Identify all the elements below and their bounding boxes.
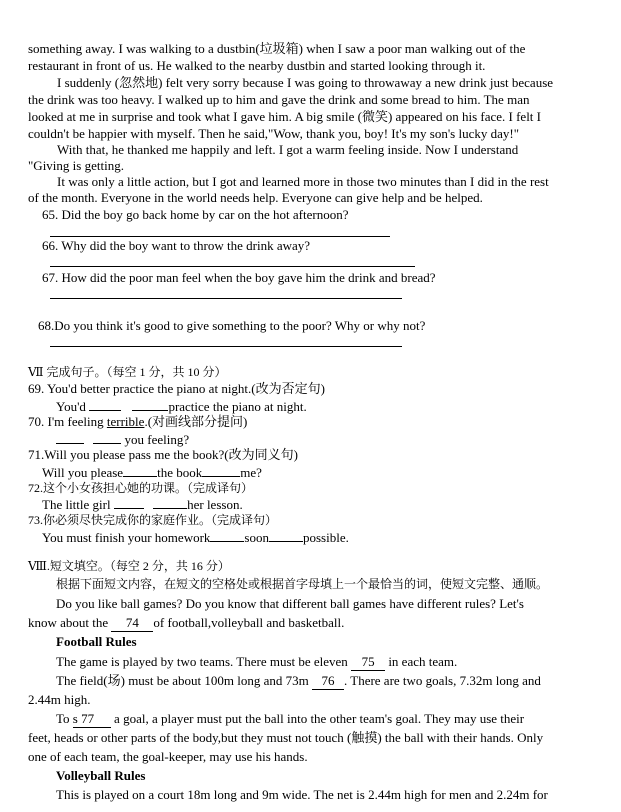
- question-70-text: 70. I'm feeling: [28, 414, 107, 429]
- question-73: 73.你必须尽快完成你的家庭作业。（完成译句）: [28, 513, 278, 527]
- answer-73-text: soon: [244, 530, 269, 545]
- passage-line: the drink was too heavy. I walked up to him and gave the drink and some bread to him. The man: [28, 92, 530, 107]
- answer-72-text: her lesson.: [187, 497, 243, 512]
- answer-71-text: Will you please: [42, 465, 124, 480]
- volleyball-rules-title: Volleyball Rules: [56, 768, 146, 783]
- blank-72-2[interactable]: [153, 496, 187, 509]
- blank-70-2[interactable]: [93, 431, 121, 444]
- question-72: 72.这个小女孩担心她的功课。（完成译句）: [28, 481, 254, 495]
- question-70-instruction: .(对画线部分提问): [144, 414, 248, 429]
- question-66: 66. Why did the boy want to throw the drink away?: [42, 238, 311, 253]
- blank-73-2[interactable]: [269, 529, 303, 542]
- answer-71-text: me?: [240, 465, 262, 480]
- answer-line-66[interactable]: [50, 266, 415, 267]
- blank-70-1[interactable]: [56, 431, 84, 444]
- answer-70-text: you feeling?: [124, 432, 190, 447]
- cloze-text: The game is played by two teams. There must be eleven: [56, 654, 352, 669]
- section-7-heading: Ⅶ 完成句子。（每空 1 分，共 10 分）: [28, 365, 227, 379]
- question-70: [28, 414, 247, 430]
- passage-line: of the month. Everyone in the world needs help. Everyone can give help and be helped.: [28, 190, 483, 205]
- cloze-line: [56, 654, 457, 671]
- passage-line: I suddenly (忽然地) felt very sorry because I was going to throwaway a new drink just because: [57, 75, 554, 90]
- cloze-line: feet, heads or other parts of the body,but they must not touch (触摸) the ball with their hands. Only: [28, 730, 544, 745]
- answer-70: [56, 431, 189, 448]
- blank-69-1[interactable]: [89, 398, 121, 411]
- passage-line: With that, he thanked me happily and left. I got a warm feeling inside. Now I understand: [57, 142, 519, 157]
- passage-line: restaurant in front of us. He walked to the nearby dustbin and started looking through it.: [28, 58, 486, 73]
- answer-73-text: You must finish your homework: [42, 530, 211, 545]
- cloze-line: [56, 673, 541, 690]
- cloze-line: 2.44m high.: [28, 692, 91, 707]
- answer-72: [42, 496, 243, 513]
- answer-71: [42, 464, 262, 481]
- blank-76[interactable]: 76: [312, 673, 344, 690]
- answer-line-65[interactable]: [50, 236, 390, 237]
- question-70-underlined: terrible: [106, 414, 145, 429]
- passage-line: looked at me in surprise and took what I gave him. A big smile (微笑) appeared on his face. I felt I: [28, 109, 541, 124]
- football-rules-title: Football Rules: [56, 634, 137, 649]
- cloze-line: [28, 615, 344, 632]
- answer-73: [42, 529, 349, 546]
- passage-line: "Giving is getting.: [28, 158, 124, 173]
- blank-75[interactable]: 75: [351, 654, 385, 671]
- cloze-text: . There are two goals, 7.32m long and: [343, 673, 541, 688]
- question-68: 68.Do you think it's good to give something to the poor? Why or why not?: [38, 318, 426, 333]
- cloze-line: This is played on a court 18m long and 9m wide. The net is 2.44m high for men and 2.24m for: [56, 787, 548, 802]
- cloze-text: in each team.: [385, 654, 458, 669]
- answer-69-text: You'd: [56, 399, 86, 414]
- cloze-line: one of each team, the goal-keeper, may use his hands.: [28, 749, 308, 764]
- cloze-text: To: [56, 711, 73, 726]
- blank-71-2[interactable]: [202, 464, 240, 477]
- blank-72-1[interactable]: [114, 496, 144, 509]
- answer-69: [56, 398, 307, 415]
- answer-72-text: The little girl: [42, 497, 111, 512]
- blank-69-2[interactable]: [132, 398, 168, 411]
- cloze-text: of football,volleyball and basketball.: [153, 615, 345, 630]
- passage-line: It was only a little action, but I got and learned more in those two minutes than I did in the rest: [57, 174, 549, 189]
- question-67: 67. How did the poor man feel when the boy gave him the drink and bread?: [42, 270, 436, 285]
- question-65: 65. Did the boy go back home by car on the hot afternoon?: [42, 207, 349, 222]
- answer-73-text: possible.: [302, 530, 349, 545]
- cloze-line: Do you like ball games? Do you know that different ball games have different rules? Let's: [56, 596, 524, 611]
- answer-line-68[interactable]: [50, 346, 402, 347]
- section-8-instruction: 根据下面短文内容，在短文的空格处或根据首字母填上一个最恰当的词，使短文完整、通顺。: [56, 577, 549, 591]
- question-69: 69. You'd better practice the piano at night.(改为否定句): [28, 381, 325, 396]
- question-71: 71.Will you please pass me the book?(改为同义句): [28, 447, 298, 462]
- cloze-text: a goal, a player must put the ball into the other team's goal. They may use their: [110, 711, 525, 726]
- blank-74[interactable]: 74: [111, 615, 153, 632]
- section-8-heading: Ⅷ.短文填空。（每空 2 分，共 16 分）: [28, 559, 230, 573]
- cloze-text: The field(场) must be about 100m long and 73m: [56, 673, 312, 688]
- blank-73-1[interactable]: [210, 529, 244, 542]
- blank-77[interactable]: s 77: [73, 711, 111, 728]
- passage-line: couldn't be happier with myself. Then he said,"Wow, thank you, boy! It's my son's lucky day!": [28, 126, 520, 141]
- cloze-text: know about the: [28, 615, 112, 630]
- passage-line: something away. I was walking to a dustbin(垃圾箱) when I saw a poor man walking out of the: [28, 41, 526, 56]
- answer-line-67[interactable]: [50, 298, 402, 299]
- answer-71-text: the book: [157, 465, 203, 480]
- blank-71-1[interactable]: [123, 464, 157, 477]
- answer-69-text: practice the piano at night.: [168, 399, 307, 414]
- cloze-line: [56, 711, 524, 728]
